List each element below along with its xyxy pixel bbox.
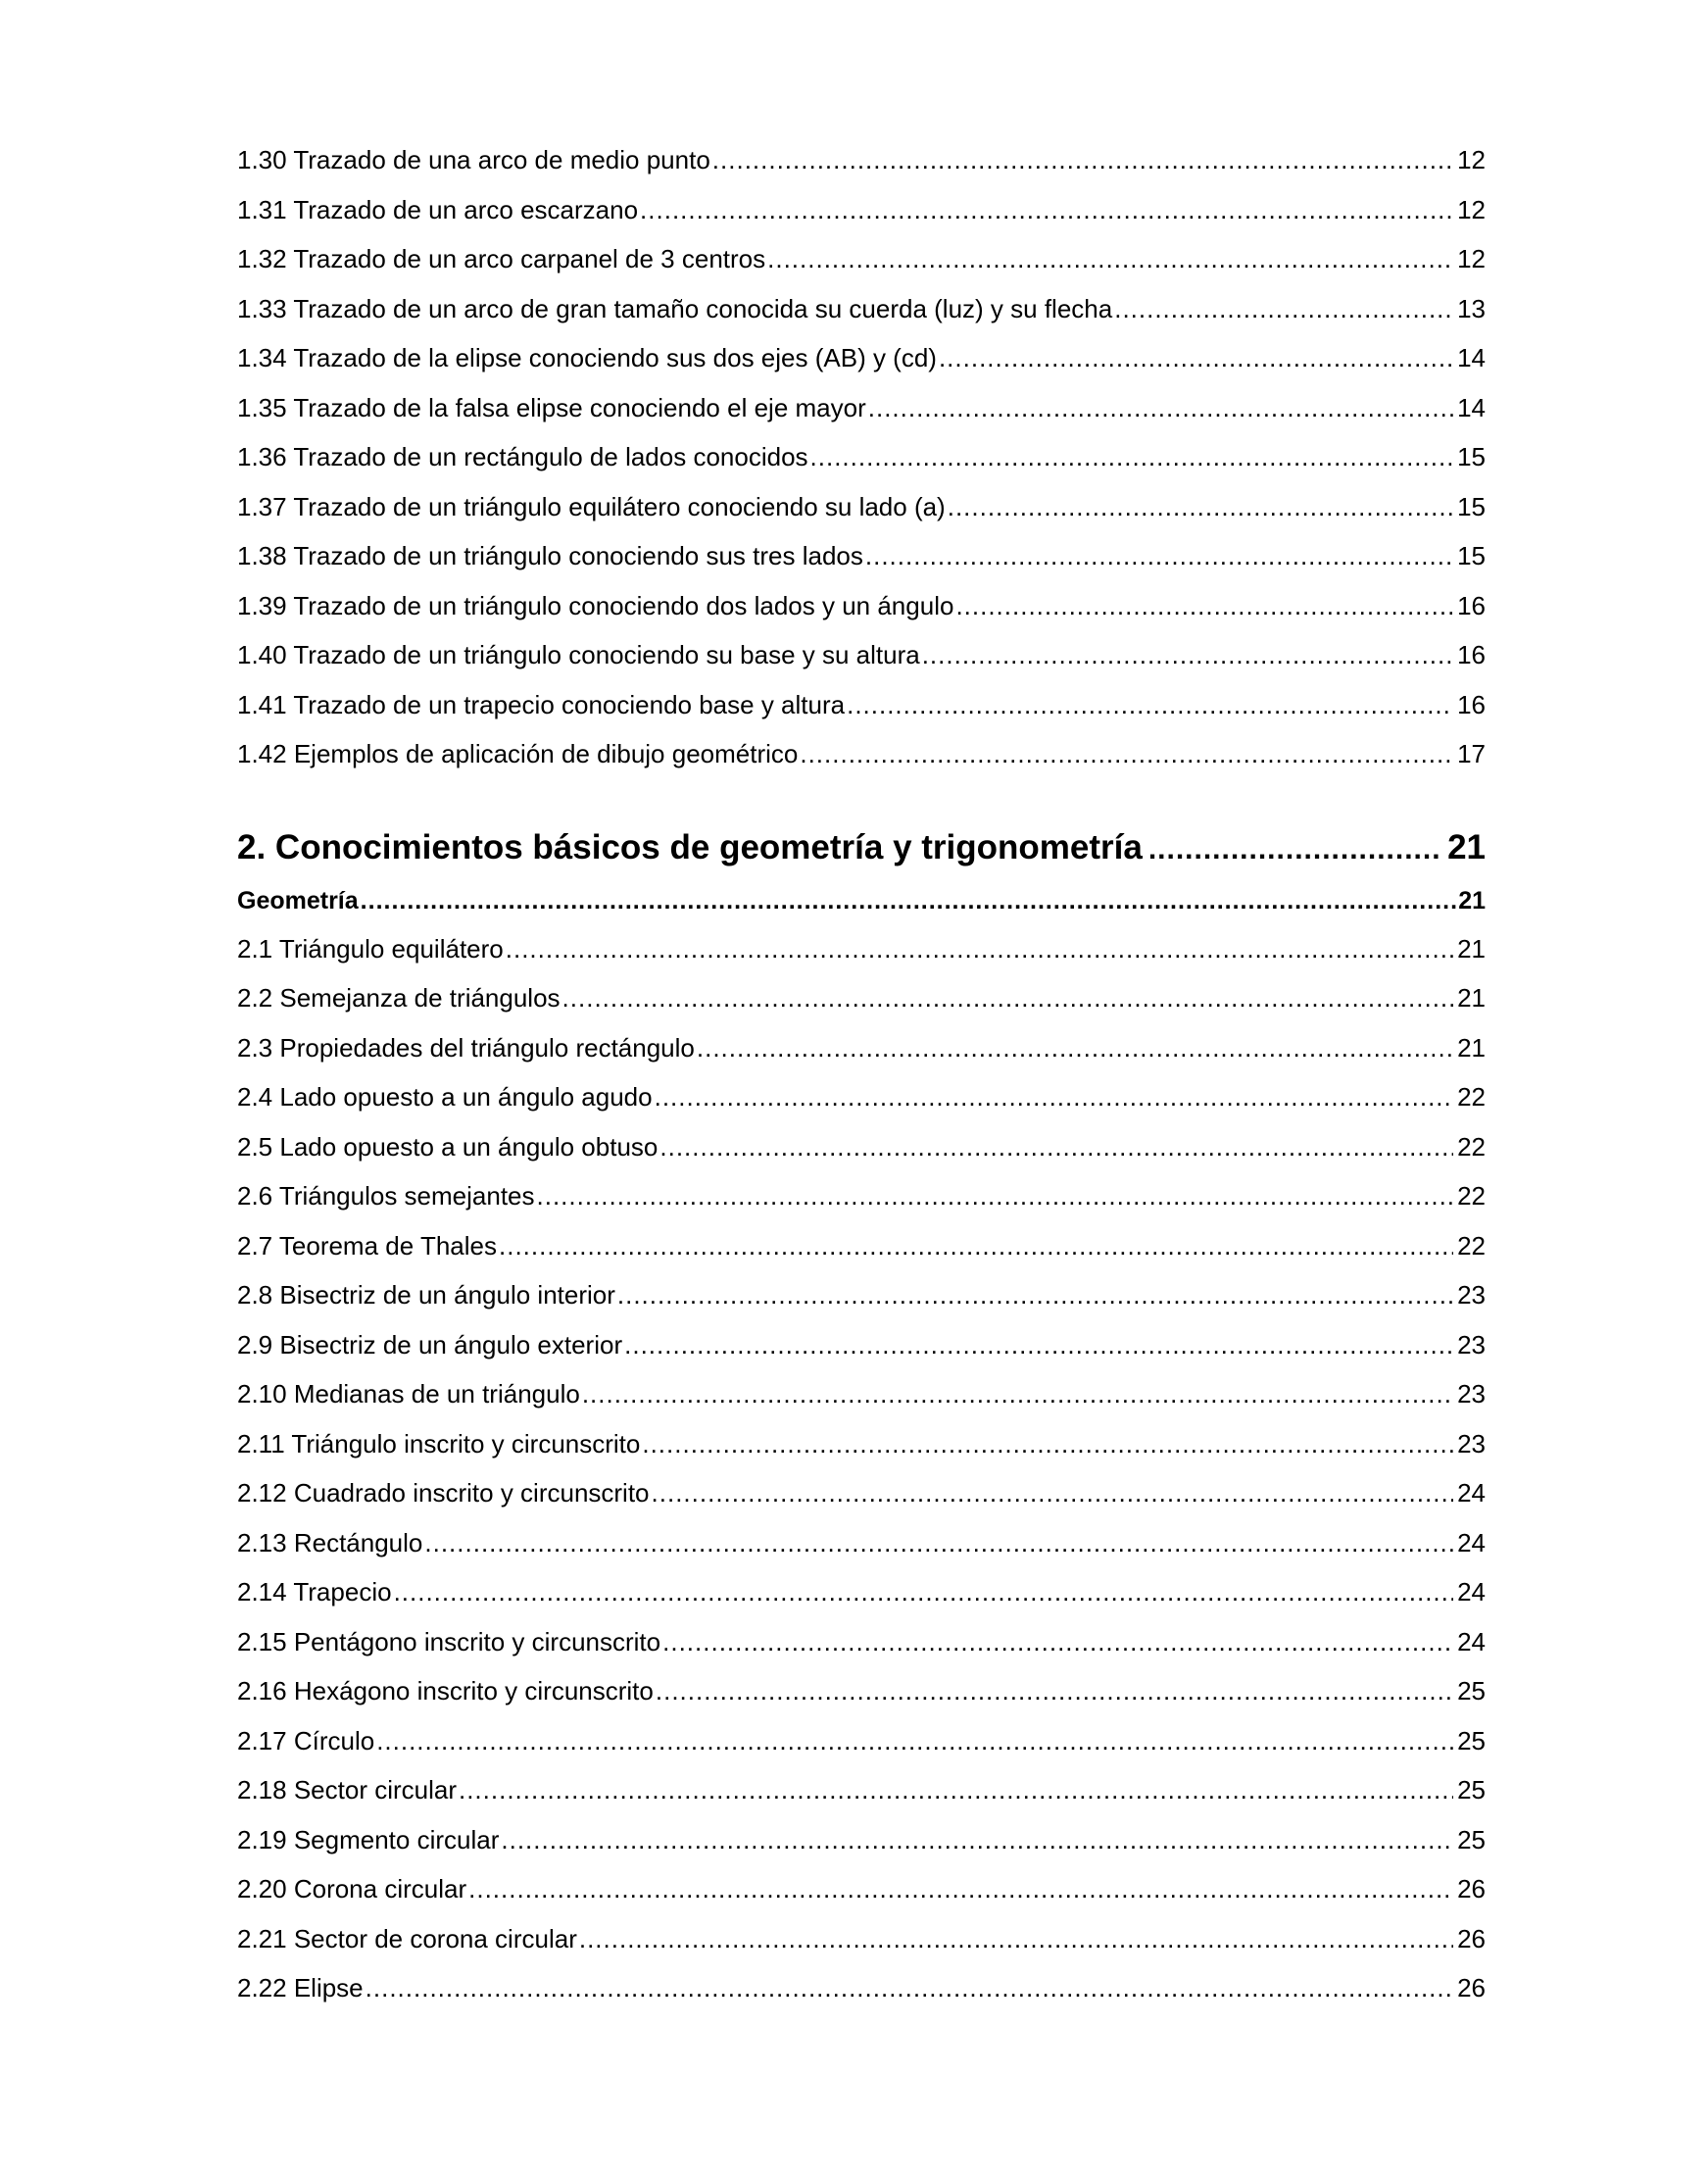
- dot-leader: [712, 135, 1453, 185]
- toc-entry-label: 2.9 Bisectriz de un ángulo exterior: [237, 1329, 623, 1359]
- dot-leader: [499, 1221, 1453, 1271]
- dot-leader: [624, 1320, 1453, 1370]
- toc-entry-page: 17: [1457, 739, 1486, 768]
- toc-entry-label: 2.15 Pentágono inscrito y circunscrito: [237, 1626, 661, 1656]
- toc-entry-page: 12: [1457, 244, 1486, 273]
- toc-entry[interactable]: [237, 135, 1486, 185]
- toc-section-heading[interactable]: [237, 877, 1486, 924]
- toc-entry[interactable]: [237, 729, 1486, 779]
- chapter-page: 21: [1447, 827, 1486, 866]
- toc-entry[interactable]: [237, 1468, 1486, 1518]
- toc-entry-page: 24: [1457, 1478, 1486, 1508]
- toc-entry[interactable]: [237, 581, 1486, 631]
- dot-leader: [868, 383, 1453, 433]
- dot-leader: [922, 630, 1453, 680]
- toc-entry-page: 21: [1457, 983, 1486, 1013]
- dot-leader: [366, 1963, 1453, 2013]
- toc-entry-page: 21: [1457, 933, 1486, 964]
- toc-entry-page: 12: [1457, 194, 1486, 224]
- toc-entry[interactable]: [237, 1765, 1486, 1815]
- section-page: 21: [1458, 886, 1486, 914]
- section-title: Geometría: [237, 886, 359, 914]
- toc-entry-page: 21: [1457, 1032, 1486, 1063]
- toc-entry[interactable]: [237, 531, 1486, 581]
- toc-entry-page: 24: [1457, 1527, 1486, 1557]
- toc-entry[interactable]: [237, 383, 1486, 433]
- toc-entry-page: 23: [1457, 1280, 1486, 1310]
- dot-leader: [459, 1765, 1453, 1815]
- toc-entry-label: 1.32 Trazado de un arco carpanel de 3 centros: [237, 244, 766, 273]
- toc-entry-label: 2.6 Triángulos semejantes: [237, 1181, 535, 1211]
- toc-entry-page: 22: [1457, 1082, 1486, 1112]
- toc-entry-page: 16: [1457, 590, 1486, 620]
- toc-entry-label: 1.30 Trazado de una arco de medio punto: [237, 145, 710, 174]
- toc-entry-label: 2.18 Sector circular: [237, 1775, 457, 1804]
- toc-entry-page: 25: [1457, 1676, 1486, 1705]
- toc-entry-label: 2.4 Lado opuesto a un ángulo agudo: [237, 1082, 653, 1112]
- toc-entry-label: 1.39 Trazado de un triángulo conociendo dos lados y un ángulo: [237, 590, 954, 620]
- dot-leader: [468, 1864, 1453, 1914]
- toc-entry-label: 1.42 Ejemplos de aplicación de dibujo geométrico: [237, 739, 799, 768]
- toc-entry-page: 26: [1457, 1874, 1486, 1903]
- toc-entry-page: 14: [1457, 392, 1486, 422]
- toc-entry-page: 22: [1457, 1181, 1486, 1211]
- dot-leader: [361, 877, 1457, 924]
- toc-entry-label: 2.8 Bisectriz de un ángulo interior: [237, 1280, 615, 1310]
- toc-entry[interactable]: [237, 1567, 1486, 1617]
- toc-entry[interactable]: [237, 680, 1486, 730]
- toc-entry-label: 2.3 Propiedades del triángulo rectángulo: [237, 1032, 695, 1063]
- toc-entry[interactable]: [237, 1320, 1486, 1370]
- dot-leader: [652, 1468, 1454, 1518]
- dot-leader: [800, 729, 1453, 779]
- toc-entry-label: 2.19 Segmento circular: [237, 1824, 500, 1854]
- toc-entry[interactable]: [237, 630, 1486, 680]
- toc-list-part2: [237, 924, 1486, 2013]
- toc-entry-page: 25: [1457, 1775, 1486, 1804]
- toc-entry-label: 2.13 Rectángulo: [237, 1527, 423, 1557]
- dot-leader: [501, 1815, 1453, 1865]
- toc-entry-label: 2.17 Círculo: [237, 1725, 375, 1755]
- toc-entry[interactable]: [237, 1864, 1486, 1914]
- section-spacer: [237, 779, 1486, 818]
- dot-leader: [847, 680, 1453, 730]
- dot-leader: [659, 1122, 1453, 1172]
- dot-leader: [865, 531, 1453, 581]
- dot-leader: [939, 333, 1453, 383]
- toc-entry[interactable]: [237, 432, 1486, 482]
- toc-entry[interactable]: [237, 1171, 1486, 1221]
- toc-entry[interactable]: [237, 284, 1486, 334]
- toc-entry[interactable]: [237, 1963, 1486, 2013]
- toc-entry[interactable]: [237, 234, 1486, 284]
- dot-leader: [617, 1270, 1453, 1320]
- toc-entry[interactable]: [237, 333, 1486, 383]
- toc-entry-page: 24: [1457, 1577, 1486, 1607]
- dot-leader: [394, 1567, 1454, 1617]
- toc-entry-page: 16: [1457, 689, 1486, 719]
- toc-entry-label: 1.37 Trazado de un triángulo equilátero conociendo su lado (a): [237, 491, 946, 521]
- toc-entry-label: 2.16 Hexágono inscrito y circunscrito: [237, 1676, 654, 1705]
- toc-entry-label: 2.12 Cuadrado inscrito y circunscrito: [237, 1478, 650, 1508]
- dot-leader: [582, 1369, 1453, 1419]
- toc-entry[interactable]: [237, 1518, 1486, 1568]
- toc-entry-page: 23: [1457, 1379, 1486, 1409]
- toc-entry-page: 15: [1457, 491, 1486, 521]
- dot-leader: [1148, 820, 1441, 877]
- toc-entry-label: 1.38 Trazado de un triángulo conociendo sus tres lados: [237, 541, 863, 570]
- dot-leader: [642, 1419, 1453, 1469]
- dot-leader: [579, 1914, 1453, 1964]
- toc-entry-label: 2.1 Triángulo equilátero: [237, 933, 504, 964]
- dot-leader: [562, 973, 1454, 1023]
- toc-entry-page: 22: [1457, 1230, 1486, 1261]
- dot-leader: [955, 581, 1453, 631]
- dot-leader: [767, 234, 1453, 284]
- dot-leader: [656, 1666, 1453, 1716]
- toc-entry[interactable]: [237, 482, 1486, 532]
- toc-entry-label: 2.5 Lado opuesto a un ángulo obtuso: [237, 1131, 659, 1162]
- toc-entry-label: 1.40 Trazado de un triángulo conociendo su base y su altura: [237, 640, 920, 669]
- toc-entry-label: 1.36 Trazado de un rectángulo de lados conocidos: [237, 442, 808, 471]
- toc-entry[interactable]: [237, 1815, 1486, 1865]
- toc-entry-label: 2.2 Semejanza de triángulos: [237, 983, 561, 1013]
- toc-entry[interactable]: [237, 973, 1486, 1023]
- toc-entry-page: 12: [1457, 145, 1486, 174]
- toc-entry-label: 2.21 Sector de corona circular: [237, 1923, 577, 1953]
- toc-entry-label: 2.22 Elipse: [237, 1973, 364, 2002]
- toc-entry-page: 26: [1457, 1973, 1486, 2002]
- toc-entry-label: 1.33 Trazado de un arco de gran tamaño conocida su cuerda (luz) y su flecha: [237, 293, 1113, 323]
- toc-entry[interactable]: [237, 185, 1486, 235]
- dot-leader: [506, 924, 1453, 974]
- toc-entry-label: 1.41 Trazado de un trapecio conociendo base y altura: [237, 689, 846, 719]
- toc-entry-page: 15: [1457, 442, 1486, 471]
- toc-chapter-heading[interactable]: [237, 818, 1486, 877]
- toc-entry-page: 22: [1457, 1131, 1486, 1162]
- toc-entry[interactable]: [237, 1122, 1486, 1172]
- toc-entry-label: 1.35 Trazado de la falsa elipse conociendo el eje mayor: [237, 392, 866, 422]
- toc-entry[interactable]: [237, 924, 1486, 974]
- toc-entry-label: 2.14 Trapecio: [237, 1577, 392, 1607]
- dot-leader: [810, 432, 1454, 482]
- dot-leader: [697, 1023, 1453, 1073]
- toc-entry-page: 23: [1457, 1428, 1486, 1458]
- toc-entry-page: 14: [1457, 343, 1486, 372]
- toc-entry[interactable]: [237, 1221, 1486, 1271]
- dot-leader: [948, 482, 1453, 532]
- chapter-title: 2. Conocimientos básicos de geometría y trigonometría: [237, 827, 1143, 866]
- toc-list-part1: [237, 135, 1486, 779]
- toc-entry-page: 13: [1457, 293, 1486, 323]
- toc-entry-page: 16: [1457, 640, 1486, 669]
- toc-entry-label: 1.34 Trazado de la elipse conociendo sus dos ejes (AB) y (cd): [237, 343, 937, 372]
- toc-entry[interactable]: [237, 1914, 1486, 1964]
- toc-entry[interactable]: [237, 1072, 1486, 1122]
- toc-entry-page: 25: [1457, 1824, 1486, 1854]
- toc-entry-label: 2.11 Triángulo inscrito y circunscrito: [237, 1428, 641, 1458]
- toc-entry-label: 2.10 Medianas de un triángulo: [237, 1379, 580, 1409]
- toc-entry[interactable]: [237, 1369, 1486, 1419]
- dot-leader: [640, 185, 1453, 235]
- toc-entry[interactable]: [237, 1270, 1486, 1320]
- toc-entry-page: 24: [1457, 1626, 1486, 1656]
- table-of-contents: [237, 135, 1486, 2013]
- toc-entry-label: 2.7 Teorema de Thales: [237, 1230, 497, 1261]
- toc-entry-page: 25: [1457, 1725, 1486, 1755]
- toc-entry-label: 2.20 Corona circular: [237, 1874, 467, 1903]
- dot-leader: [376, 1716, 1453, 1766]
- dot-leader: [1114, 284, 1453, 334]
- dot-leader: [537, 1171, 1454, 1221]
- dot-leader: [662, 1617, 1453, 1667]
- dot-leader: [655, 1072, 1453, 1122]
- toc-entry[interactable]: [237, 1666, 1486, 1716]
- toc-entry[interactable]: [237, 1617, 1486, 1667]
- toc-entry-page: 26: [1457, 1923, 1486, 1953]
- toc-entry[interactable]: [237, 1419, 1486, 1469]
- toc-entry-label: 1.31 Trazado de un arco escarzano: [237, 194, 639, 224]
- toc-entry[interactable]: [237, 1023, 1486, 1073]
- toc-entry[interactable]: [237, 1716, 1486, 1766]
- toc-entry-page: 15: [1457, 541, 1486, 570]
- toc-entry-page: 23: [1457, 1329, 1486, 1359]
- dot-leader: [424, 1518, 1453, 1568]
